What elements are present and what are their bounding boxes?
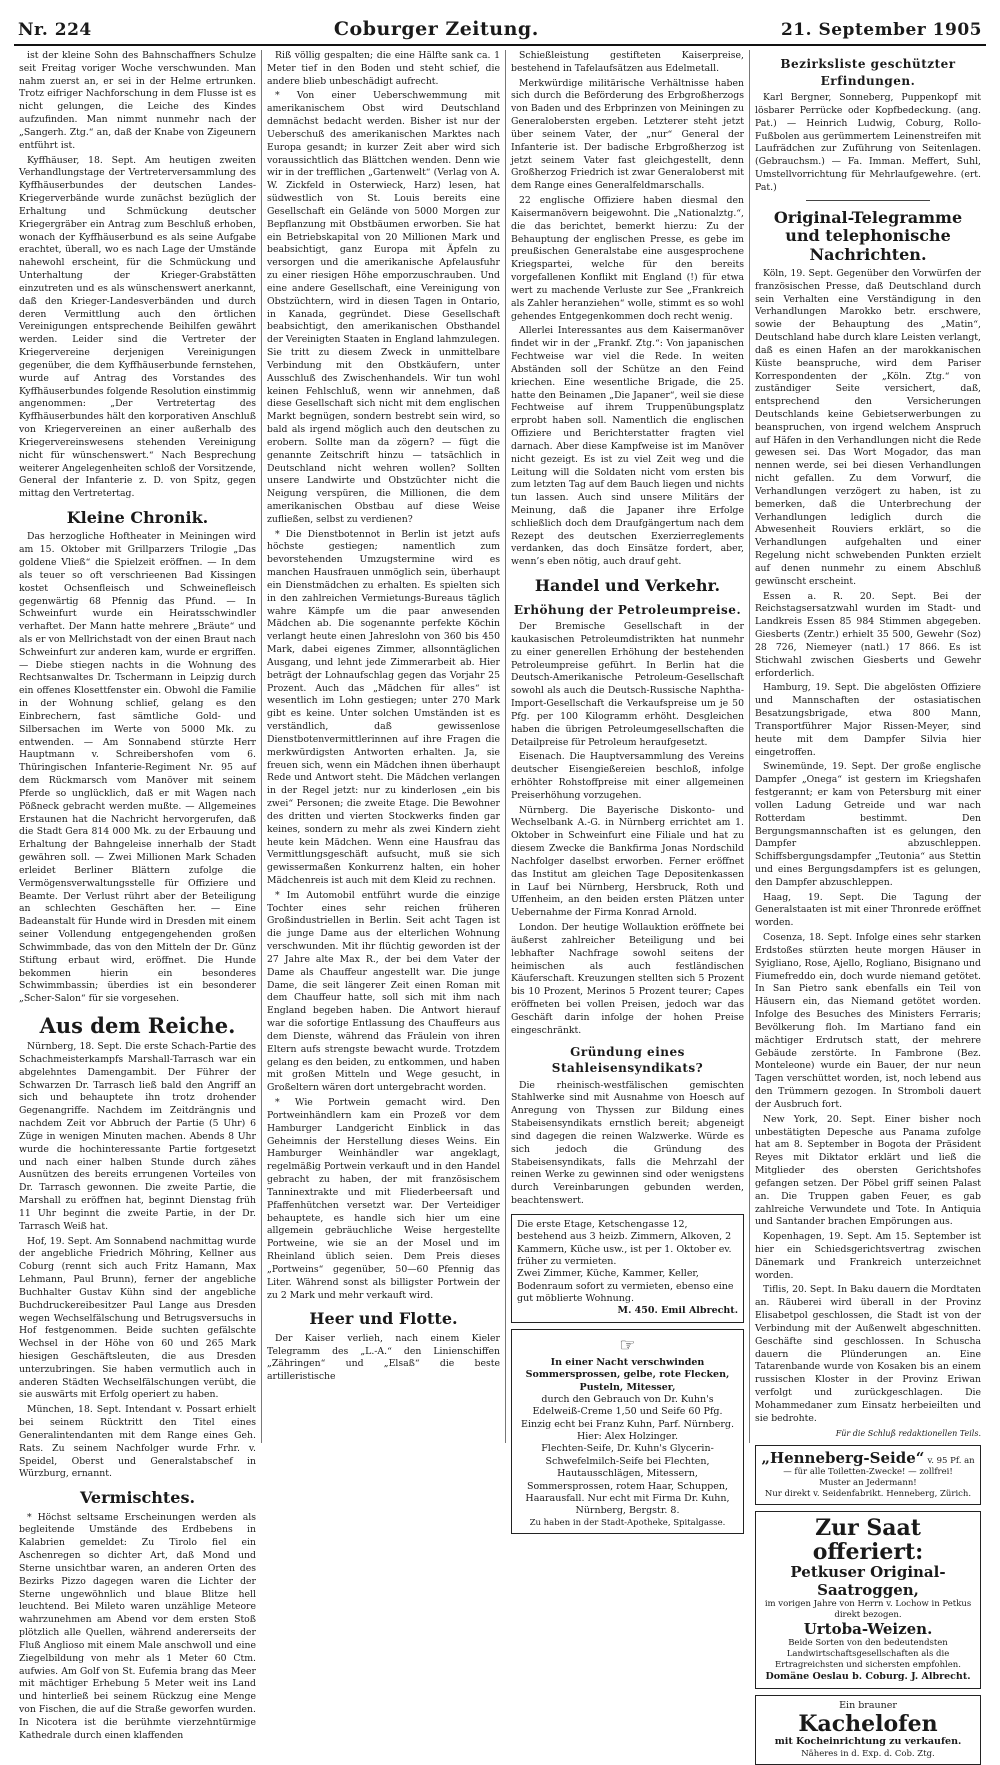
article-text: Der Bremische Gesellschaft in der kaukasischen Petroleumdistrikten hat nunmehr zu einer generellen Erhöhung der bestehenden Petroleumpreise geführt. In Berlin hat die Deutsch-Amerikanische Petroleum-Gesellschaft sowohl als auch die Deutsch-Russische Naphtha-Import-Gesellschaft die Verkaufspreise um je 50 Pfg. per 100 Kilogramm erhöht. Desgleichen haben die übrigen Petroleumgesellschaften die Detailpreise für Petroleum heraufgesetzt. bbox=[511, 621, 744, 748]
article-text: Schießleistung gestifteten Kaiserpreise, bestehend in Tafelaufsätzen aus Edelmetall. bbox=[511, 50, 744, 74]
subheading: Erhöhung der Petroleumpreise. bbox=[513, 602, 742, 617]
article-text: * Von einer Ueberschwemmung mit amerikanischem Obst wird Deutschland demnächst bedacht werden. Bisher ist nur der Ueberschuß des amerikanischen Marktes nach Europa gesandt; in kurzer Zeit aber wird sich voraussichtlich das Blättchen wenden. Denn wie wir in der trefflichen „Gartenwelt“ (Verlag von A. W. Zickfeld in Osterwieck, Harz) lesen, hat südwestlich von St. Louis bereits eine Gesellschaft ein Gelände von 5000 Morgen zur Bepflanzung mit Obstbäumen erworben. Sie hat ein Betriebskapital von 20 Millionen Mark und beabsichtigt, ganz Europa mit Äpfeln zu versorgen und die amerikanische Apfelausfuhr zu einer riesigen Höhe emporzuschrauben. Und eine andere Gesellschaft, eine Vereinigung von Obstzüchtern, wird in diesen Tagen in Ontario, in Kanada, gegründet. Diese Gesellschaft beabsichtigt, den amerikanischen Obsthandel der Vereinigten Staaten in England lahmzulegen. Sie tritt zu diesem Zweck in unmittelbare Verbindung mit den Obstkäufern, unter Ausschluß des Zwischenhandels. Wir tun wohl keinen Fehlschluß, wenn wir annehmen, daß diese Gesellschaft sich nicht mit dem englischen Markt begnügen, sondern bestrebt sein wird, so bald als irgend möglich auch den deutschen zu erobern. Sollte man da zögern? — fügt die genannte Zeitschrift hinzu — tatsächlich in Deutschland nicht wehren wollen? Sollten unsere Landwirte und Obstzüchter nicht die Neigung verspüren, die Millionen, die dem amerikanischen Obstbau auf diese Weise zufließen, selbst zu verdienen? bbox=[267, 90, 500, 525]
column-2 bbox=[262, 50, 506, 1443]
article-text: Riß völlig gespalten; die eine Hälfte sank ca. 1 Meter tief in den Boden und steht schief, die andere blieb unbeschädigt aufrecht. bbox=[267, 50, 500, 87]
advertisement-stove bbox=[755, 1695, 981, 1765]
article-text: Das herzogliche Hoftheater in Meiningen wird am 15. Oktober mit Grillparzers Trilogie „Das goldene Vließ“ die Spielzeit eröffnen. — In dem als teuer so oft verschrieenen Bad Kissingen kostet Ochsenfleisch und Schweinefleisch gegenwärtig 68 Pfennig das Pfund. — In Schweinfurt wurde ein Heiratsschwindler verhaftet. Der Mann hatte mehrere „Bräute“ und als er von Mellrichstadt von der einen Braut nach Schweinfurt zur anderen kam, wurde er ergriffen. — Diebe stiegen nachts in die Wohnung des Rechtsanwaltes Dr. Tschermann in Leipzig durch ein offenes Klosettfenster ein. Obwohl die Familie in der Wohnung schlief, gelang es den Einbrechern, fast sämtliche Gold- und Silbersachen im Werte von 5000 Mk. zu entwenden. — Am Sonnabend stürzte Herr Hauptmann v. Schreibershofen vom 6. Thüringischen Infanterie-Regiment Nr. 95 auf dem Rückmarsch vom Manöver mit seinem Pferde so unglücklich, daß er mit Wagen nach Pößneck gebracht werden mußte. — Allgemeines Erstaunen hat die Nachricht hervorgerufen, daß die Stadt Gera 814 000 Mk. zu der Erbauung und Erhaltung der Bahngeleise innerhalb der Stadt gewähren soll. — Zwei Millionen Mark Schaden erleidet Berliner Blättern zufolge die Vermögensverwaltungsstelle für Offiziere und Beamte. Der Verlust rührt aber der Beteiligung an schlechten Geschäften her. — Eine Badeanstalt für Hunde wird in Dresden mit einem seiner Vollendung entgegengehenden großen Schwimmbade, das von den Mitteln der Dr. Günz Stiftung erbaut wird, eröffnet. Die Hunde bekommen hierin ein besonderes Schwimmbassin; überdies ist ein besonderer „Scher-Salon“ für sie vorgesehen. bbox=[19, 531, 256, 1005]
article-text: Cosenza, 18. Sept. Infolge eines sehr starken Erdstoßes stürzten heute morgen Häuser in Syigliano, Rose, Ajello, Rogliano, Bisignano und Fiumefreddo ein, doch wurde niemand getötet. In San Pietro sank ebenfalls ein Teil von Häusern ein, das Niemand getötet worden. Infolge des Besuches des Ministers Ferraris; Bevölkerung floh. Im Martiano fand ein mächtiger Erdrutsch statt, der mehrere Gebäude zerstörte. In Fambrone (Bez. Monteleone) wurde ein Bauer, der nur neun Tagen verschüttet worden, ist, noch lebend aus den Trümmern gezogen. In Stromboli dauert der Ausbruch fort. bbox=[755, 932, 981, 1110]
masthead bbox=[14, 18, 986, 46]
advertisement-cream bbox=[511, 1329, 744, 1534]
article-text: Nürnberg. Die Bayerische Diskonto- und Wechselbank A.-G. in Nürnberg errichtet am 1. Oktober in Schweinfurt eine Filiale und hat zu diesem Zwecke die Bankfirma Jonas Nordschild Nachfolger daselbst erworben. Ferner eröffnet das Institut am gleichen Tage Depositenkassen in Lauf bei Nürnberg, Hersbruck, Roth und Uffenheim, an den beiden ersten Plätzen unter Uebernahme der Firma Konrad Arnold. bbox=[511, 804, 744, 919]
ad-heading: In einer Nacht verschwinden Sommersprossen, gelbe, rote Flecken, Pusteln, Mitesser, bbox=[525, 1357, 730, 1393]
ad-text: Ein brauner bbox=[839, 1699, 897, 1711]
ad-signature: M. 450. Emil Albrecht. bbox=[617, 1305, 738, 1317]
article-text: Merkwürdige militärische Verhältnisse haben sich durch die Beförderung des Erbgroßherzogs von Baden und des Erbprinzen von Meiningen zu Generalobersten ergeben. Letzterer steht jetzt über seinem Vater, der „nur“ General der Infanterie ist. Der badische Erbgroßherzog ist jetzt seinem Vater fast gleichgestellt, denn Großherzog Friedrich ist zwar Generaloberst mit dem Range eines Generalfeldmarschalls. bbox=[511, 77, 744, 192]
advertisement-apartment bbox=[511, 1214, 744, 1323]
ad-text: Zu haben in der Stadt-Apotheke, Spitalgasse. bbox=[529, 1517, 726, 1528]
article-text: Tiflis, 20. Sept. In Baku dauern die Mordtaten an. Räuberei wird überall in der Provinz Elisabetpol geschlossen, die Stadt ist von der Verbindung mit der Außenwelt abgeschnitten. Geschäfte sind geschlossen. In Schuscha dauern die Plünderungen an. Eine Tatarenbande wurde von Kosaken bis an einem russischen Kloster in der Provinz Eriwan verfolgt und zurückgeschlagen. Die Mohammedaner zum Einsatz herbeieilten und sie bedrohte. bbox=[755, 1284, 981, 1424]
article-text: Hamburg, 19. Sept. Die abgelösten Offiziere und Mannschaften der ostasiatischen Besatzungsbrigade, etwa 800 Mann, Transportführer Major Rissen-Meyer, sind heute mit dem Dampfer Silvia hier eingetroffen. bbox=[755, 682, 981, 758]
article-text: Eisenach. Die Hauptversammlung des Vereins deutscher Eisengießereien beschloß, infolge erhöhter Rohstoffpreise mit einer allgemeinen Preiserhöhung vorzugehen. bbox=[511, 751, 744, 801]
ad-text: — für alle Toiletten-Zwecke! — zollfrei! bbox=[783, 1466, 953, 1477]
ad-price: v. 95 Pf. an bbox=[927, 1455, 975, 1466]
column-1 bbox=[14, 50, 262, 1741]
ad-text: durch den Gebrauch von Dr. Kuhn's Edelweiß-Creme 1,50 und Seife 60 Pfg. Einzig echt bei Franz Kuhn, Parf. Nürnberg. Hier: Alex Holzinger. bbox=[521, 1394, 734, 1443]
newspaper-title: Coburger Zeitung. bbox=[333, 18, 539, 40]
article-text: * Im Automobil entführt wurde die einzige Tochter eines sehr reichen früheren Großindustriellen in Berlin. Seit acht Tagen ist die junge Dame aus der elterlichen Wohnung verschwunden. Mit ihr flüchtig geworden ist der 27 Jahre alte Max R., der bei dem Vater der Dame als Chauffeur angestellt war. Die junge Dame, die seit längerer Zeit einen Roman mit dem Chauffeur hatte, soll sich mit ihm nach England begeben haben. Die Antwort hierauf war die sofortige Entlassung des Chauffeurs aus dem Dienste, während das Fräulein von ihren Eltern aufs strengste bewacht wurde. Trotzdem gelang es den beiden, zu entkommen, und haben mit großen Mitteln und Wege gesucht, in Großeltern wären dort untergebracht worden. bbox=[267, 889, 500, 1094]
subheading: Gründung eines Stahleisensyndikats? bbox=[551, 1044, 704, 1076]
article-text: New York, 20. Sept. Einer bisher noch unbestätigten Depesche aus Panama zufolge hat am 8. September in Bogota der Präsident Reyes mit Diktator erklärt und ließ die Mitglieder des obersten Gerichtshofes gefangen setzen. Der Pöbel griff seinen Palast an. Die Truppen gaben Feuer, es gab zahlreiche Verwundete und Tote. In Antiquia und Santander brachen Empörungen aus. bbox=[755, 1113, 981, 1228]
ad-text: Zwei Zimmer, Küche, Kammer, Keller, Bodenraum sofort zu vermieten, ebenso eine gut möblierte Wohnung. bbox=[517, 1268, 734, 1304]
divider bbox=[806, 200, 930, 201]
article-text: Nürnberg, 18. Sept. Die erste Schach-Partie des Schachmeisterkampfs Marshall-Tarrasch war ein abgelehntes Damengambit. Der Führer der Schwarzen Dr. Tarrasch ließ bald den Angriff an sich und behauptete ihn trotz drohender Gegenangriffe. Nachdem im Zeitdrängnis und nachdem Zeit vor Abbruch der Partie (5 Uhr) 6 Züge in wenigen Minuten machen. Abends 8 Uhr wurde die hochinteressante Partie fortgesetzt und nach einer halben Stunde durch zähes Ausnützen des bereits errungenen Vorteiles von Dr. Tarrasch gewonnen. Die zweite Partie, die Marshall zu eröffnen hat, beginnt Dienstag früh 11 Uhr beginnt die zweite Partie, in der Dr. Tarrasch Weiß hat. bbox=[19, 1041, 256, 1232]
column-4 bbox=[750, 50, 986, 1759]
ad-subheading: Petkuser Original-Saatroggen, bbox=[790, 1563, 946, 1599]
ad-signature: Domäne Oeslau b. Coburg. J. Albrecht. bbox=[765, 1671, 971, 1683]
ad-text: mit Kocheinrichtung zu verkaufen. bbox=[774, 1736, 962, 1748]
article-text: 22 englische Offiziere haben diesmal den Kaisermanövern beigewohnt. Die „Nationalztg.“, die das berichtet, bemerkt hierzu: Zu der Behauptung der englischen Presse, es gebe im preußischen Generalstabe eine ausgesprochene Kriegspartei, welche für den bereits vorgefallenen Konflikt mit England (!) für etwa wert zu machende Verluste zur See „Frankreich als Zahler heranziehen“ wolle, stimmt es so wohl gehendes Entgegenkommen doch recht wenig. bbox=[511, 195, 744, 322]
column-3 bbox=[506, 50, 750, 1528]
article-text: Der Kaiser verlieh, nach einem Kieler Telegramm des „L.-A.“ den Linienschiffen „Zähringen“ und „Elsaß“ die beste artilleristische bbox=[267, 1332, 500, 1383]
article-text: * Die Dienstbotennot in Berlin ist jetzt aufs höchste gestiegen; namentlich zum bevorstehenden Umzugstermine wird es manchen Hausfrauen unmöglich sein, überhaupt ein Dienstmädchen zu erhalten. Es spielten sich in den zahlreichen Vermietungs-Bureaus täglich wahre Kämpfe um die paar anwesenden Mädchen ab. Die sogenannte perfekte Köchin verlangt heute einen Jahreslohn von 360 bis 450 Mark, dabei eigenes Zimmer, allsonntäglichen Ausgang, und lehnt jede Zimmerarbeit ab. Hier beträgt der Lohnaufschlag gegen das Vorjahr 25 Prozent. Auch das „Mädchen für alles“ ist wesentlich im Lohn gestiegen; unter 270 Mark gibt es keine. Unter solchen Umständen ist es verständlich, daß gewissenlose Dienstbotenvermittlerinnen auf ihre Fragen die merkwürdigsten Antworten erhalten. Ja, sie freuen sich, wenn ein Mädchen ihnen überhaupt Rede und Antwort steht. Die Mädchen verlangen in der Regel jetzt: nur zu kinderlosen „ein bis zwei“ Personen; die zweite Etage. Die Bewohner des dritten und vierten Stockwerks finden gar keines, sondern zu mehr als zwei Kindern zieht heute kein Mädchen. Wenn eine Hausfrau das Vermittlungsgeschäft aufsucht, muß sie sich gewissermaßen Konkurrenz halten, ein hoher Mädchenreis ist auch mit dem Kleid zu rechnen. bbox=[267, 528, 500, 886]
ad-text: Beide Sorten von den bedeutendsten Landwirtschaftsgesellschaften als die Ertragreichsten und sichersten empfohlen. bbox=[775, 1638, 961, 1671]
ad-text: Flechten-Seife, Dr. Kuhn's Glycerin-Schwefelmilch-Seife bei Flechten, Hautausschlägen, Mitessern, Sommersprossen, rotem Haar, Schuppen, Haarausfall. Nur echt mit Firma Dr. Kuhn, Nürnberg, Bergstr. 8. bbox=[525, 1443, 730, 1517]
ad-text: Nur direkt v. Seidenfabrikt. Henneberg, Zürich. bbox=[764, 1489, 972, 1500]
article-text: Die rheinisch-westfälischen gemischten Stahlwerke sind mit Ausnahme von Hoesch auf Anregung von Thyssen zur Bildung eines Stabeisensyndikats ernstlich bereit; abgeneigt sind dagegen die reinen Walzwerke. Würde es sich jedoch die Gründung des Stabeisensyndikats, falls die Mehrzahl der reinen Werke zu gewinnen sind oder wenigstens durch Vereinbarungen gebunden werden, beachtenswert. bbox=[511, 1079, 744, 1207]
article-text: London. Der heutige Wollauktion eröffnete bei äußerst zahlreicher Beteiligung und bei lebhafter Nachfrage sowohl seitens der heimischen als auch festländischen Käuferschaft. Kreuzungen stellten sich 5 Prozent bis 10 Prozent, Merinos 5 Prozent teurer; Capes eröffneten bei vollen Preisen, jedoch war das Geschäft darin infolge der hohen Preise eingeschränkt. bbox=[511, 922, 744, 1036]
section-heading: Kleine Chronik. bbox=[66, 507, 209, 527]
ad-heading: „Henneberg-Seide“ bbox=[761, 1448, 925, 1467]
article-text: Kyffhäuser, 18. Sept. Am heutigen zweiten Verhandlungstage der Vertreterversammlung des Kyffhäuserbundes der deutschen Landes-Kriegerverbände wurde zunächst bezüglich der Erhaltung und Schmückung deutscher Kriegergräber ein Antrag zum Beschluß erhoben, wonach der Kyffhäuserbund es als seine Aufgabe erachtet, überall, wo es nach Lage der Umstände nahewohl erscheint, für die Schmückung und Unterhaltung der Krieger-Grabstätten einzutreten und es als wünschenswert anerkannt, daß den Krieger-Landesverbänden und durch deren Vermittlung auch den örtlichen Vereinigungen entsprechende Beihilfen gewährt werden. Leider sind die Vertreter der Kriegervereine derjenigen Vereinigungen gegenüber, die dem Kyffhäuserbunde fernstehen, wurde auf Antrag des Vorstandes des Kyffhäuserbundes folgende Resolution einstimmig angenommen: „Der Vertretertag des Kyffhäuserbundes hält den korporativen Anschluß von Kriegervereinen an einer außerhalb des Kriegervereinswesens stehenden Vereinigung nicht für wünschenswert.“ Nach Besprechung weiterer Angelegenheiten schloß der Vorsitzende, General der Infanterie z. D. von Spitz, gegen mittag den Vertretertag. bbox=[19, 154, 256, 500]
section-heading: Vermischtes. bbox=[79, 1488, 196, 1508]
article-text: Essen a. R. 20. Sept. Bei der Reichstagsersatzwahl wurden im Stadt- und Landkreis Essen 85 984 Stimmen abgegeben. Giesberts (Zentr.) erhielt 35 500, Gewehr (Soz) 28 726, Niemeyer (natl.) 17 866. Es ist Stichwahl zwischen Giesberts und Gewehr erforderlich. bbox=[755, 590, 981, 679]
article-text: ist der kleine Sohn des Bahnschaffners Schulze seit Freitag voriger Woche verschwunden. Man nahm zuerst an, er sei in der Helme ertrunken. Trotz eifriger Nachforschung in dem Flusse ist es nicht gelungen, die Leiche des Kindes aufzufinden. Man nimmt nunmehr nach der „Sangerh. Ztg.“ an, daß der Knabe von Zigeunern entführt ist. bbox=[19, 50, 256, 151]
section-heading: Aus dem Reiche. bbox=[39, 1013, 236, 1039]
advertisement-silk bbox=[755, 1445, 981, 1505]
article-text: * Höchst seltsame Erscheinungen werden als begleitende Umstände des Erdbebens in Kalabrien gemeldet: Zu Tirolo fiel ein Aschenregen so dichter Art, daß Mond und Sterne unsichtbar waren, an anderen Orten des Bezirks Pizzo dagegen waren die Lichter der Sterne ungewöhnlich und blaue Blitze hell leuchtend. Bei Mileto waren unzählige Meteore wahrzunehmen am Abend vor dem ersten Stoß plötzlich alle Quellen, während andererseits der Fluß Anglioso mit einem Male anschwoll und eine Ziegelbildung von mehr als 1 Meter 60 Ctm. aufwies. Am Golf von St. Eufemia brang das Meer mit mächtiger Erhebung 5 Meter weit ins Land und hinterließ bei seinem Rückzug eine Menge von Fischen, die auf die Straße geworfen wurden. In Nicotera ist die berühmte vierzehntürmige Kathedrale durch einen klaffenden bbox=[19, 1511, 256, 1741]
article-text: Karl Bergner, Sonneberg, Puppenkopf mit lösbarer Perrücke oder Kopfbedeckung. (ang. Pat.) — Heinrich Ludwig, Coburg, Rollo-Fußbolen aus gerümmertem Leinenstreifen mit Laufrädchen zur Zuführung von Seitenlagen. (Gebrauchsm.) — Fa. Imman. Meffert, Suhl, Umstellvorrichtung für Mehrlaufgewehre. (ert. Pat.) bbox=[755, 92, 981, 193]
advertisement-seed bbox=[755, 1511, 981, 1689]
columns bbox=[14, 50, 986, 1759]
article-text: Köln, 19. Sept. Gegenüber den Vorwürfen der französischen Presse, daß Deutschland durch sein Verhalten eine Verständigung in den Verhandlungen Marokko betr. erschwere, sowie der Behauptung des „Matin“, Deutschland habe durch klare Leisten verlangt, daß es einen Hafen an der marokkanischen Küste beanspruche, wird dem Pariser Korrespondenten der „Köln. Ztg.“ von zuständiger Seite versichert, daß, entsprechend den Versicherungen Deutschlands keine Gebietserwerbungen zu beanspruchen, von irgend welchem Anspruch auf Häfen in den Verhandlungen nicht die Rede gewesen sei. Das Wort Mogador, das man nennen werde, sei bei diesen Verhandlungen nicht gefallen. Zu dem Vorwurf, die Verhandlungen verzögert zu haben, ist zu bemerken, daß die Unterbrechung der Verhandlungen lediglich durch die Abwesenheit Rouviers erklärt, so die Verhandlungen aufgehalten und einer Regelung nicht schwebenden Punkten erzielt auf denen nunmehr zu einem Abschluß gewünscht erscheint. bbox=[755, 267, 981, 587]
article-text: Haag, 19. Sept. Die Tagung der Generalstaaten ist mit einer Thronrede eröffnet worden. bbox=[755, 891, 981, 929]
article-text: * Wie Portwein gemacht wird. Den Portweinhändlern kam ein Prozeß vor dem Hamburger Landgericht Einblick in das Geheimnis der Herstellung dieses Weins. Ein Hamburger Weinhändler war angeklagt, regelmäßig Portwein verkauft und in den Handel gebracht zu haben, der mit französischem Tanninextrakte und mit Fliederbeersaft und Pfaffenhütchen versetzt war. Der Verteidiger behauptete, es handle sich hier um eine allgemein gebräuchliche Weise hergestellte Portweine, wie sie an der Mosel und im Rheinland üblich seien. Dem Preis dieses „Portweins“ gegenüber, 50—60 Pfennig das Liter. Während sonst als billigster Portwein der zu 2 Mark und mehr verkauft wird. bbox=[267, 1097, 500, 1301]
ad-text: im vorigen Jahre von Herrn v. Lochow in Petkus direkt bezogen. bbox=[764, 1598, 972, 1621]
article-text: Swinemünde, 19. Sept. Der große englische Dampfer „Onega“ ist gestern im Kriegshafen festgerannt; er kam von Petersburg mit einer vollen Ladung Getreide und war nach Rotterdam bestimmt. Den Bergungsmannschaften ist es gelungen, den Dampfer abzuschleppen. Schiffsbergungsdampfer „Teutonia“ aus Stettin und eines Bergungsdampfers ist es gelungen, den Dampfer abzuschleppen. bbox=[755, 761, 981, 888]
ad-subheading: Urtoba-Weizen. bbox=[803, 1620, 933, 1639]
article-text: Kopenhagen, 19. Sept. Am 15. September ist hier ein Schiedsgerichtsvertrag zwischen Dänemark und Frankreich unterzeichnet worden. bbox=[755, 1231, 981, 1281]
ad-text: Muster an Jedermann! bbox=[819, 1478, 917, 1489]
issue-date: 21. September 1905 bbox=[780, 20, 982, 40]
ad-heading: Kachelofen bbox=[798, 1711, 938, 1738]
pointing-hand-icon: ☞ bbox=[619, 1334, 636, 1356]
ad-text: Näheres in d. Exp. d. Cob. Ztg. bbox=[801, 1748, 935, 1759]
article-text: Allerlei Interessantes aus dem Kaisermanöver findet wir in der „Frankf. Ztg.“: Von japanischen Fechtweise war viel die Rede. In weiten Abständen soll der Schütze an den Feind kriechen. Eine wesentliche Brigade, die 25. hatte den Beinamen „Die Japaner“, weil sie diese Fechtweise auf ihrem Truppenübungsplatz erprobt haben soll. Namentlich die englischen Offiziere und Berichterstatter fragten viel darnach. Aber diese Kampfweise ist im Manöver nicht gezeigt. Es ist zu viel Zeit weg und die Leitung will die Soldaten nicht vom ersten bis zum letzten Tag auf dem Bauch liegen und nichts tun lassen. Auch sind unsere Militärs der Meinung, daß die Japaner ihre Erfolge schließlich doch dem Draufgängertum nach dem Rezept des deutschen Exerzierreglements verdanken, das doch Einsätze fordert, aber, wenn’s eben nötig, auch drauf geht. bbox=[511, 325, 744, 568]
section-heading: Handel und Verkehr. bbox=[534, 576, 721, 596]
section-heading: Bezirksliste geschützter Erfindungen. bbox=[780, 57, 956, 88]
issue-number: Nr. 224 bbox=[18, 20, 92, 40]
ad-heading: Zur Saat offeriert: bbox=[812, 1515, 924, 1566]
ad-text: Die erste Etage, Ketschengasse 12, bestehend aus 3 heizb. Zimmern, Alkoven, 2 Kammern, Küche usw., ist per 1. Oktober ev. früher zu vermieten. bbox=[517, 1218, 732, 1267]
article-text: München, 18. Sept. Intendant v. Possart erhielt bei seinem Rücktritt den Titel eines Generalintendanten mit dem Range eines Geh. Rats. Zu seinem Nachfolger wurde Frhr. v. Speidel, Oberst und Generalstabschef in Würzburg, ernannt. bbox=[19, 1404, 256, 1480]
editor-note: Für die Schluß redaktionellen Teils. bbox=[835, 1428, 981, 1438]
section-heading: Heer und Flotte. bbox=[309, 1309, 458, 1329]
section-heading: Original-Telegramme und telephonische Nachrichten. bbox=[773, 207, 963, 264]
article-text: Hof, 19. Sept. Am Sonnabend nachmittag wurde der angebliche Friedrich Möhring, Kellner aus Coburg (rennt sich auch Fritz Hamann, Max Lehmann, Paul Brunn), ferner der angebliche Buchhalter Gustav Kühn sind der angebliche Buchdruckereibesitzer Paul Lange aus Dresden wegen Wechselfälschung und Betrugsversuchs in Hof festgenommen. Beide suchten gefälschte Wechsel in der Höhe von 60 und 265 Mark hiesigen Geschäftsleuten, die aus Dresden unterzubringen. Sie haben vermutlich auch in anderen Städten Wechselfälschungen verübt, die sie auswärts mit Erfolg operiert zu haben. bbox=[19, 1235, 256, 1401]
